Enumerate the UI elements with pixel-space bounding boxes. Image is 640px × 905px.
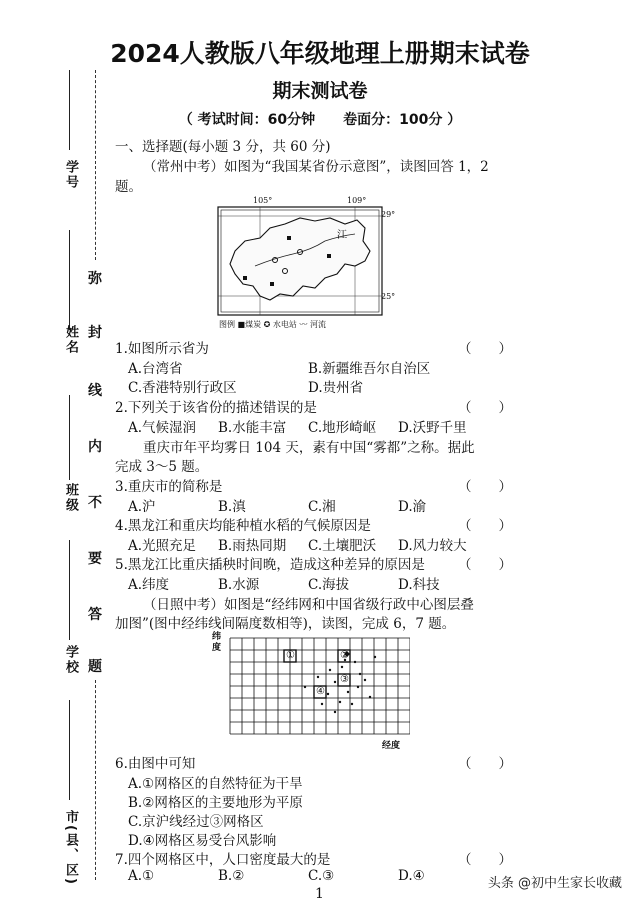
option-d[interactable]: D.贵州省 <box>308 380 364 396</box>
province-map <box>215 196 395 331</box>
option-a[interactable]: A.沪 <box>128 499 156 515</box>
lat-lon-grid-svg <box>210 632 410 750</box>
answer-blank[interactable]: （ ） <box>458 518 512 534</box>
province-map-svg <box>215 196 395 331</box>
page-number: 1 <box>315 886 324 902</box>
map-legend: 图例 ■煤炭 ✪ 水电站 〰 河流 <box>219 320 326 329</box>
option-c[interactable]: C.香港特别行政区 <box>128 380 237 396</box>
exam-subtitle: 期末测试卷 <box>272 80 368 102</box>
seal-char: 题 <box>88 659 102 675</box>
seal-char: 线 <box>88 383 102 399</box>
option-d[interactable]: D.渝 <box>398 499 427 515</box>
map-lon-label: 105° <box>253 196 273 205</box>
question-stem: 2.下列关于该省份的描述错误的是 <box>115 400 317 416</box>
seal-char: 答 <box>88 607 102 623</box>
seal-char: 封 <box>88 325 102 341</box>
margin-line <box>69 395 70 480</box>
grid-marker-3: ③ <box>340 674 349 685</box>
margin-line <box>69 230 70 330</box>
option-b[interactable]: B.雨热同期 <box>218 538 287 554</box>
margin-line <box>69 70 70 150</box>
lat-lon-grid-map <box>210 632 410 750</box>
exam-info: （ 考试时间：60分钟 卷面分：100分 ） <box>178 112 462 128</box>
option-b[interactable]: B.新疆维吾尔自治区 <box>308 361 431 377</box>
option-c[interactable]: C.海拔 <box>308 577 350 593</box>
answer-blank[interactable]: （ ） <box>458 400 512 416</box>
question-stem: 4.黑龙江和重庆均能种植水稻的气候原因是 <box>115 518 371 534</box>
answer-blank[interactable]: （ ） <box>458 852 512 868</box>
option-a[interactable]: A.①网格区的自然特征为干旱 <box>128 776 303 792</box>
option-b[interactable]: B.水能丰富 <box>218 420 287 436</box>
question-stem: 1.如图所示省为 <box>115 341 209 357</box>
question-stem: 7.四个网格区中，人口密度最大的是 <box>115 852 331 868</box>
label-class: 班级 <box>63 483 78 513</box>
option-b[interactable]: B.滇 <box>218 499 246 515</box>
question-stem: 3.重庆市的简称是 <box>115 479 223 495</box>
label-school: 学校 <box>63 645 78 675</box>
label-name: 姓名 <box>63 325 78 355</box>
map-lat-label: 29° <box>381 210 396 219</box>
intro-text: 题。 <box>115 179 142 195</box>
option-a[interactable]: A.① <box>128 868 155 884</box>
answer-blank[interactable]: （ ） <box>458 479 512 495</box>
option-c[interactable]: C.地形崎岖 <box>308 420 377 436</box>
intro-text: （日照中考）如图是“经纬网和中国省级行政中心图层叠 <box>143 597 474 613</box>
seal-char: 内 <box>88 439 102 455</box>
exam-title: 2024人教版八年级地理上册期末试卷 <box>110 39 530 68</box>
option-d[interactable]: D.④ <box>398 868 425 884</box>
grid-marker-4: ④ <box>316 686 325 697</box>
watermark: 头条 @初中生家长收藏 <box>487 876 622 891</box>
answer-blank[interactable]: （ ） <box>458 341 512 357</box>
grid-marker-1: ① <box>286 650 295 661</box>
option-b[interactable]: B.水源 <box>218 577 260 593</box>
option-c[interactable]: C.湘 <box>308 499 336 515</box>
seal-line <box>95 70 96 260</box>
option-d[interactable]: D.风力较大 <box>398 538 467 554</box>
map-river-label: 江 <box>337 230 347 241</box>
map-lat-label: 25° <box>381 292 396 301</box>
grid-ylabel: 纬度 <box>212 632 222 653</box>
seal-line <box>95 680 96 880</box>
seal-char: 弥 <box>88 271 102 287</box>
option-a[interactable]: A.气候湿润 <box>128 420 197 436</box>
option-b[interactable]: B.② <box>218 868 245 884</box>
intro-text: 重庆市年平均雾日 104 天，素有中国“雾都”之称。据此 <box>143 440 475 456</box>
label-student-id: 学号 <box>63 160 78 190</box>
option-c[interactable]: C.土壤肥沃 <box>308 538 377 554</box>
grid-xlabel: 经度 <box>382 741 401 751</box>
question-stem: 6.由图中可知 <box>115 756 196 772</box>
grid-marker-2: ② <box>340 650 349 661</box>
seal-char: 要 <box>88 551 102 567</box>
intro-text: 加图”(图中经纬线间隔度数相等)，读图，完成 6，7 题。 <box>115 616 456 632</box>
answer-blank[interactable]: （ ） <box>458 557 512 573</box>
section-heading: 一、选择题(每小题 3 分，共 60 分) <box>115 139 331 155</box>
intro-text: 完成 3～5 题。 <box>115 459 209 475</box>
option-a[interactable]: A.台湾省 <box>128 361 183 377</box>
option-d[interactable]: D.科技 <box>398 577 440 593</box>
map-lon-label: 109° <box>347 196 367 205</box>
margin-line <box>69 700 70 800</box>
option-a[interactable]: A.纬度 <box>128 577 170 593</box>
margin-line <box>69 540 70 640</box>
question-stem: 5.黑龙江比重庆插秧时间晚，造成这种差异的原因是 <box>115 557 425 573</box>
answer-blank[interactable]: （ ） <box>458 756 512 772</box>
option-d[interactable]: D.④网格区易受台风影响 <box>128 833 277 849</box>
label-district: 市(县、区) <box>63 810 78 886</box>
intro-text: （常州中考）如图为“我国某省份示意图”，读图回答 1，2 <box>143 159 489 175</box>
seal-char: 不 <box>88 495 102 511</box>
option-b[interactable]: B.②网格区的主要地形为平原 <box>128 795 303 811</box>
option-c[interactable]: C.京沪线经过③网格区 <box>128 814 264 830</box>
option-a[interactable]: A.光照充足 <box>128 538 197 554</box>
option-c[interactable]: C.③ <box>308 868 335 884</box>
option-d[interactable]: D.沃野千里 <box>398 420 467 436</box>
